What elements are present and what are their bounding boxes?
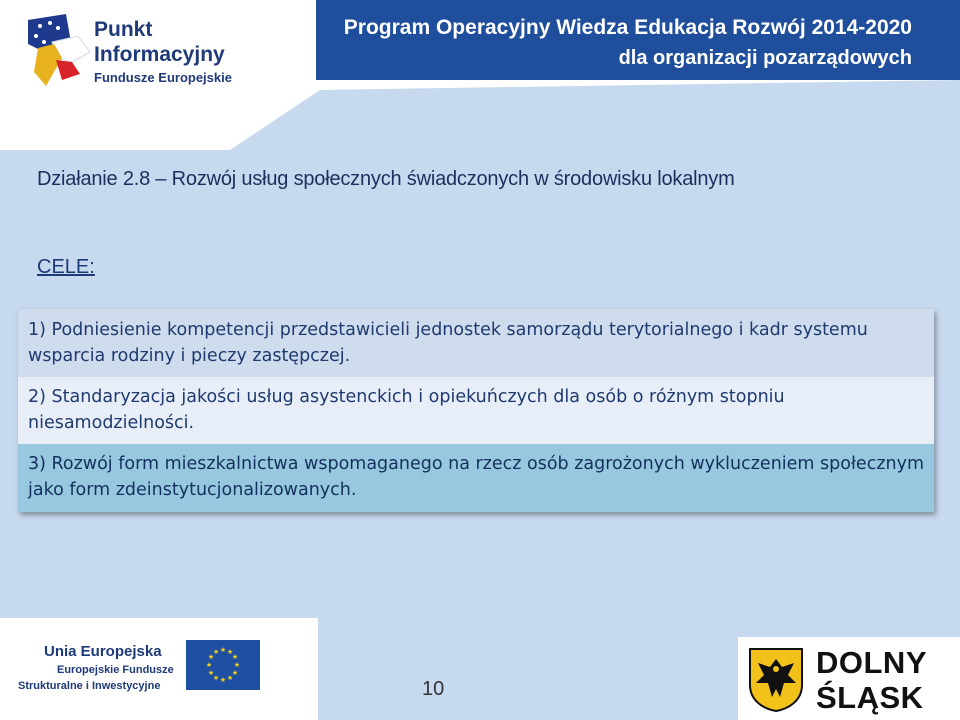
svg-text:★: ★: [231, 670, 239, 677]
eu-star-logo-icon: [28, 14, 90, 86]
eu-flag-icon: [186, 640, 260, 690]
ds-text-dolny: DOLNY: [816, 645, 927, 680]
punkt-informacyjny-logo: [28, 14, 298, 88]
svg-text:★: ★: [233, 662, 241, 669]
svg-text:★: ★: [226, 675, 234, 682]
program-title-line1: Program Operacyjny Wiedza Edukacja Rozwój 2014-2020: [343, 16, 912, 39]
svg-text:★: ★: [212, 675, 220, 682]
svg-text:★: ★: [205, 662, 213, 669]
svg-text:★: ★: [219, 647, 227, 654]
svg-text:★: ★: [207, 670, 215, 677]
logo-text-fundusze: Fundusze Europejskie: [94, 70, 232, 85]
action-title: Działanie 2.8 – Rozwój usług społecznych świadczonych w środowisku lokalnym: [37, 168, 735, 190]
goals-heading: CELE:: [37, 256, 95, 278]
eu-text-strukturalne: Strukturalne i Inwestycyjne: [18, 680, 161, 692]
eu-text-unia: Unia Europejska: [44, 643, 162, 660]
logo-text-informacyjny: Informacyjny: [94, 43, 225, 66]
goal-item-2: 2) Standaryzacja jakości usług asystenckich i opiekuńczych dla osób o różnym stopniu niesamodzielności.: [18, 377, 934, 444]
logo-text-punkt: Punkt: [94, 18, 153, 41]
svg-text:★: ★: [212, 649, 220, 656]
svg-text:★: ★: [231, 654, 239, 661]
goals-list: [18, 309, 934, 512]
lower-silesia-eagle-shield-icon: [748, 647, 804, 713]
svg-text:★: ★: [207, 654, 215, 661]
ds-text-slask: ŚLĄSK: [816, 680, 924, 715]
svg-text:★: ★: [219, 677, 227, 684]
goal-item-1: 1) Podniesienie kompetencji przedstawicieli jednostek samorządu terytorialnego i kadr systemu wsparcia rodziny i pieczy zastępczej.: [18, 309, 934, 377]
svg-text:★: ★: [226, 649, 234, 656]
program-title-line2: dla organizacji pozarządowych: [618, 47, 912, 69]
goal-item-3: 3) Rozwój form mieszkalnictwa wspomaganego na rzecz osób zagrożonych wykluczeniem społecznym jako form zdeinstytucjonalizowanych.: [18, 444, 934, 512]
eu-text-fundusze: Europejskie Fundusze: [57, 664, 174, 676]
page-number: 10: [422, 678, 445, 700]
